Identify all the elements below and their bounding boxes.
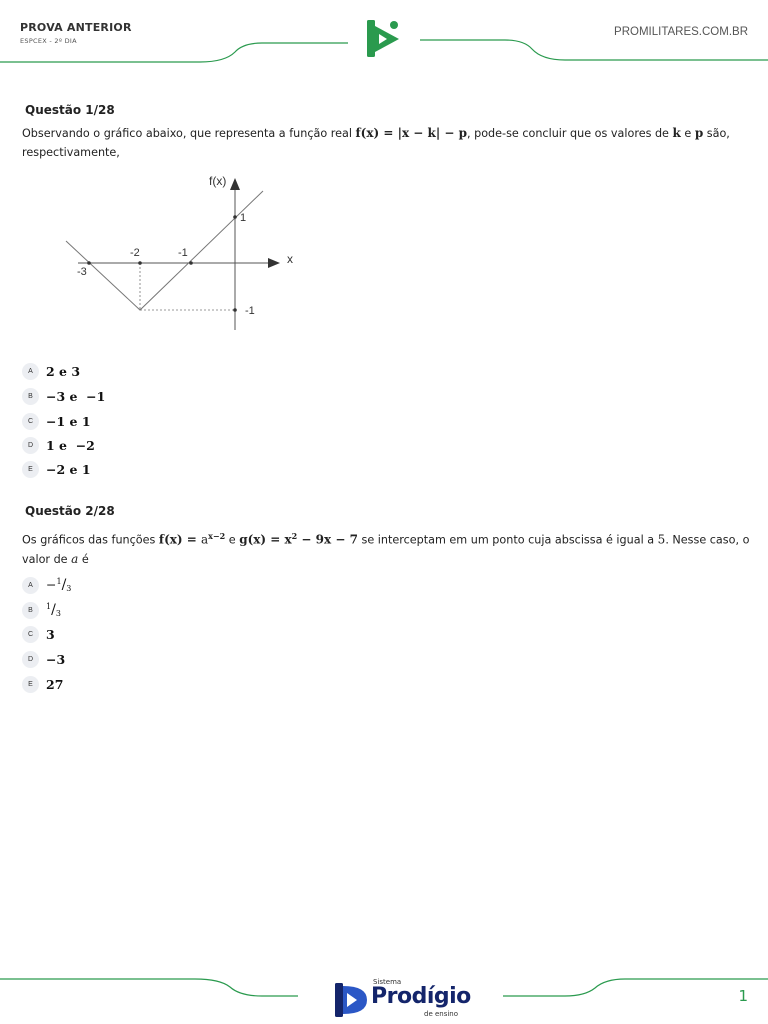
option-letter-badge: C	[22, 413, 39, 430]
option-b[interactable]	[22, 387, 105, 405]
x-axis-arrow-icon	[268, 258, 280, 268]
option-letter-badge: E	[22, 676, 39, 693]
header-site[interactable]: PROMILITARES.COM.BR	[614, 26, 748, 38]
option-letter-badge: A	[22, 363, 39, 380]
f-base: a	[201, 532, 209, 547]
point-x-minus-3	[87, 261, 91, 265]
option-letter-badge: A	[22, 577, 39, 594]
prodigio-logo-icon	[334, 978, 370, 1020]
statement-text: Os gráficos das funções	[22, 533, 159, 547]
variable-p: p	[694, 126, 704, 140]
tick-label-minus-2: -2	[130, 247, 140, 259]
fraction-denominator: 3	[55, 609, 61, 618]
option-b[interactable]	[22, 601, 61, 619]
option-text: 27	[46, 676, 64, 692]
abscissa-value: 5	[657, 532, 666, 547]
tick-label-y-minus-1: -1	[245, 305, 255, 317]
point-x-minus-1	[189, 261, 193, 265]
fraction-sign: −	[46, 577, 57, 592]
footer-brand-sub: de ensino	[424, 1010, 459, 1018]
option-text: −1 e 1	[46, 413, 91, 429]
statement-text: e	[680, 127, 695, 140]
option-e[interactable]	[22, 460, 91, 478]
question-1-statement	[22, 124, 752, 162]
g-formula: g(x) = x	[239, 532, 292, 547]
statement-text: . Nesse caso, o valor de	[22, 533, 750, 566]
option-letter-badge: C	[22, 626, 39, 643]
option-letter-badge: D	[22, 437, 39, 454]
g-exponent: 2	[291, 531, 298, 541]
variable-a: a	[71, 551, 79, 566]
option-letter-badge: D	[22, 651, 39, 668]
option-c[interactable]	[22, 625, 55, 643]
header-subtitle: ESPCEX - 2º DIA	[20, 37, 77, 45]
y-axis-label: f(x)	[209, 174, 227, 188]
point-x-minus-2	[138, 261, 142, 265]
f-exponent: x−2	[208, 531, 226, 541]
tick-label-y-1: 1	[240, 212, 247, 224]
option-letter-badge: B	[22, 602, 39, 619]
statement-text: se interceptam em um ponto cuja abscissa é igual a	[357, 533, 658, 547]
option-text: 3	[46, 626, 55, 642]
option-text: −3 e −1	[46, 388, 106, 404]
variable-k: k	[672, 126, 681, 140]
statement-text: Observando o gráfico abaixo, que representa a função real	[22, 127, 356, 140]
fraction-denominator: 3	[66, 584, 72, 593]
function-curve	[66, 191, 263, 310]
option-d[interactable]	[22, 650, 65, 668]
option-text: 1 e −2	[46, 437, 95, 453]
option-letter-badge: B	[22, 388, 39, 405]
option-fraction: $^1/_3$	[46, 602, 61, 618]
option-text: −2 e 1	[46, 461, 91, 477]
footer-brand-small: Sistema	[373, 978, 402, 986]
footer-brand: Prodígio	[371, 984, 471, 1009]
option-text: 2 e 3	[46, 363, 81, 379]
point-y-1	[233, 215, 237, 219]
question-2-title: Questão 2/28	[25, 504, 115, 518]
question-2-statement	[22, 527, 752, 569]
header-title: PROVA ANTERIOR	[20, 21, 132, 34]
tick-label-minus-3: -3	[77, 266, 87, 278]
x-axis-label: x	[287, 252, 293, 266]
statement-text: é	[78, 552, 89, 566]
option-letter-badge: E	[22, 461, 39, 478]
function-formula: f(x) = |x − k| − p	[355, 126, 467, 140]
f-formula: f(x) =	[158, 532, 201, 547]
statement-text: são, respectivamente,	[22, 127, 730, 159]
g-formula-rest: − 9x − 7	[297, 532, 358, 547]
option-e[interactable]	[22, 675, 63, 693]
tick-label-minus-1: -1	[178, 247, 188, 259]
fraction-numerator: 1	[56, 577, 62, 586]
function-graph	[58, 168, 308, 338]
option-a[interactable]	[22, 576, 71, 594]
statement-text: , pode-se concluir que os valores de	[467, 127, 673, 140]
page-number: 1	[738, 987, 748, 1005]
statement-text: e	[225, 533, 240, 547]
fraction-numerator: 1	[46, 602, 52, 611]
point-y-minus-1	[233, 308, 237, 312]
y-axis-arrow-icon	[230, 178, 240, 190]
option-fraction: $-^1/_3$	[46, 577, 72, 593]
question-1-title: Questão 1/28	[25, 103, 115, 117]
option-a[interactable]	[22, 362, 80, 380]
promilitares-logo-icon	[366, 19, 402, 59]
option-text: −3	[46, 651, 66, 667]
option-d[interactable]	[22, 436, 95, 454]
option-c[interactable]	[22, 412, 91, 430]
